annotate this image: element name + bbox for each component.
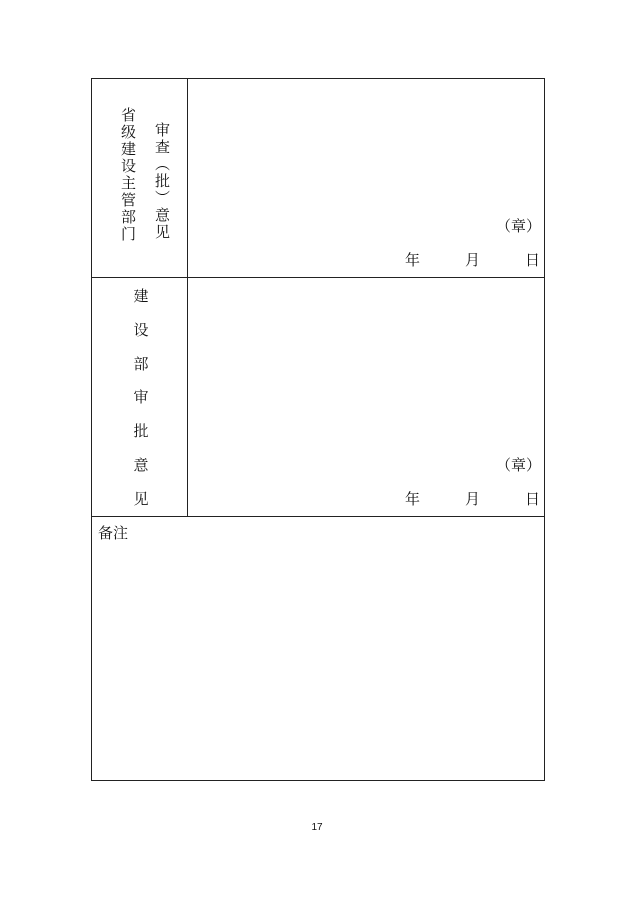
label-char: 建 [133, 287, 149, 305]
row-divider [92, 516, 544, 517]
date-year-label: 年 [405, 490, 421, 508]
date-day-label: 日 [525, 490, 541, 508]
review-opinion-label: 审查（批）意见 [153, 122, 171, 241]
label-char: 意 [133, 455, 149, 474]
page-number: 17 [311, 822, 323, 833]
column-divider [187, 79, 188, 516]
ministry-approval-label [132, 289, 150, 526]
date-year-label: 年 [405, 251, 421, 269]
seal-placeholder: （章） [496, 456, 542, 474]
remarks-label: 备注 [98, 524, 129, 542]
provincial-authority-label: 省级建设主管部门 [119, 107, 137, 243]
seal-placeholder: （章） [496, 217, 542, 235]
label-char: 设 [133, 320, 149, 339]
label-char: 批 [133, 422, 149, 441]
label-char: 见 [133, 489, 149, 508]
date-day-label: 日 [525, 251, 541, 269]
row-divider [92, 277, 544, 278]
date-month-label: 月 [465, 251, 481, 269]
label-char: 审 [133, 388, 149, 407]
approval-form-table [91, 78, 545, 781]
date-month-label: 月 [465, 490, 481, 508]
label-char: 部 [133, 354, 149, 373]
